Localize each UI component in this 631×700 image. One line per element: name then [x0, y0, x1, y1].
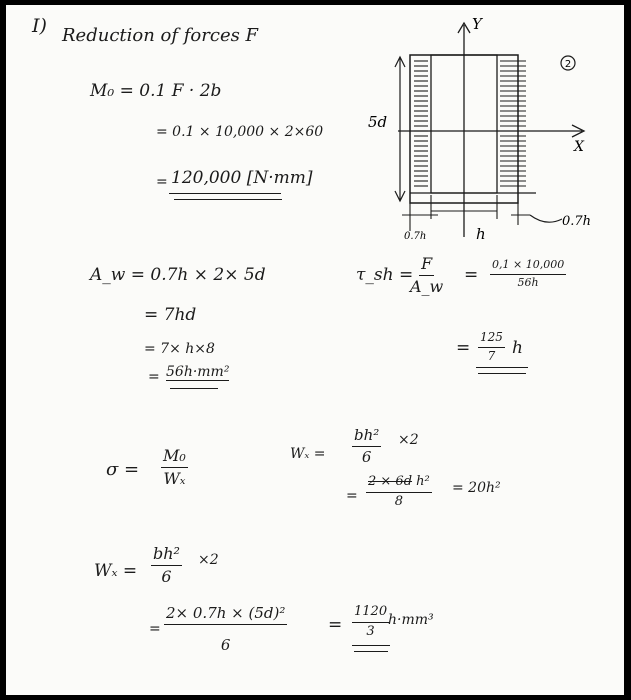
tau-den-1: A_w [410, 277, 444, 297]
wx-eq3: = [328, 615, 343, 635]
wx-side-fraction [352, 427, 381, 467]
tau-fraction-3 [478, 331, 505, 364]
wx-side-den: 6 [361, 448, 372, 467]
wx-side-num-2-strike: 2 × 6d [368, 474, 413, 489]
tau-num-1: F [419, 255, 434, 276]
moment-line-2: = 0.1 × 10,000 × 2×60 [156, 124, 324, 140]
wx-fraction-3 [352, 605, 389, 640]
tau-tail: h [512, 338, 523, 358]
wx-side-mul: ×2 [398, 432, 419, 448]
wx-lhs: Wₓ = [94, 561, 138, 581]
tau-eq-3: = [456, 338, 471, 358]
wx-side-num: bh² [352, 427, 381, 447]
area-line-2: = 7hd [144, 305, 197, 325]
wx-side-fraction-2 [366, 475, 432, 510]
diagram-y-label: Y [472, 15, 482, 33]
diagram-leader-right [530, 215, 562, 222]
wx-num-3: 1120 [352, 605, 389, 623]
wx-side-lhs: Wₓ = [290, 446, 326, 462]
tau-den-2: 56h [517, 275, 539, 289]
wx-tail: h·mm³ [388, 612, 434, 628]
wx-side-eq2: = [346, 488, 358, 504]
wx-num-2: 2× 0.7h × (5d)² [164, 605, 287, 625]
weld-diagram [6, 5, 624, 265]
wx-fraction [151, 545, 182, 587]
sigma-fraction [161, 447, 188, 489]
wx-eq2: = [149, 621, 161, 637]
wx-side-den-2: 8 [394, 493, 404, 509]
sigma-num: M₀ [161, 447, 188, 468]
area-line-4-prefix: = [148, 369, 160, 385]
wx-side-num-2-rest: h² [416, 474, 430, 489]
wx-mul: ×2 [198, 552, 219, 568]
section-number: I) [32, 15, 47, 37]
diagram-left-hatch [414, 61, 428, 186]
wx-underline-1 [352, 645, 390, 646]
wx-underline-2 [354, 651, 388, 652]
diagram-right-hatch [500, 61, 526, 186]
tau-eq-2: = [464, 265, 479, 285]
tau-underline-1 [476, 367, 528, 368]
wx-side-num-2 [366, 475, 432, 493]
diagram-h-label: h [476, 225, 486, 243]
moment-result: 120,000 [N·mm] [171, 168, 313, 188]
area-line-1: A_w = 0.7h × 2× 5d [90, 265, 266, 285]
diagram-07h-right-label: 0.7h [562, 214, 592, 229]
diagram-x-label: X [574, 139, 584, 155]
tau-lhs: τ_sh = [356, 265, 414, 285]
sigma-lhs: σ = [106, 459, 140, 480]
tau-den-3: 7 [487, 348, 496, 363]
moment-line-1: M₀ = 0.1 F · 2b [90, 81, 222, 101]
moment-line-3-prefix: = [156, 174, 168, 190]
wx-den-2: 6 [220, 636, 231, 655]
tau-num-3: 125 [478, 331, 505, 348]
diagram-07h-left-label: 0.7h [404, 231, 427, 242]
wx-side-result: = 20h² [452, 480, 501, 496]
wx-fraction-2 [164, 605, 287, 655]
tau-num-2: 0,1 × 10,000 [490, 259, 566, 275]
area-underline-2 [170, 388, 218, 389]
diagram-5d-label: 5d [368, 113, 388, 131]
diagram-number: 2 [564, 59, 572, 70]
area-line-3: = 7× h×8 [144, 341, 215, 357]
sigma-den: Wₓ [163, 469, 186, 489]
wx-den: 6 [161, 567, 172, 587]
area-result: 56h·mm² [166, 364, 230, 380]
worksheet [6, 5, 624, 695]
tau-underline-2 [478, 373, 526, 374]
wx-den-3: 3 [366, 623, 375, 639]
wx-num: bh² [151, 545, 182, 566]
section-title: Reduction of forces F [62, 25, 259, 46]
